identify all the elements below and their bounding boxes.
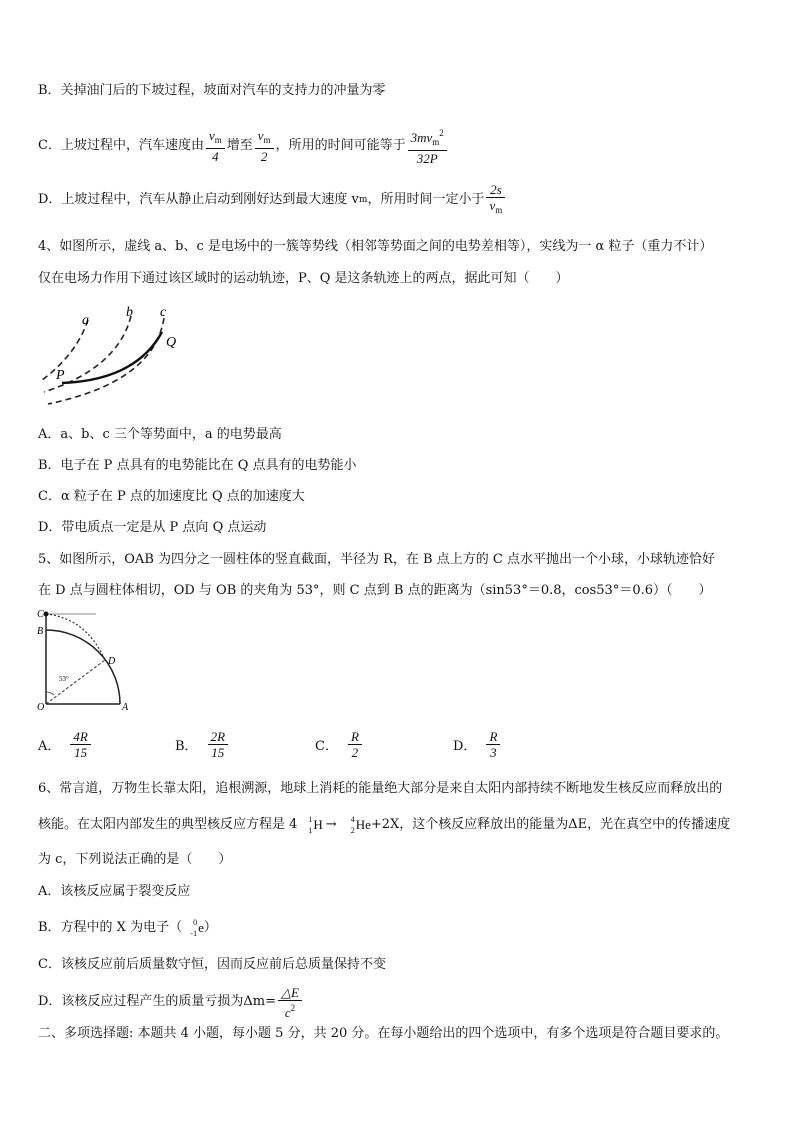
frac-num: v (257, 128, 264, 143)
q3-option-b (38, 81, 764, 101)
nuclide-charge: 2 (350, 826, 355, 835)
q3-option-d-sub: m (358, 195, 368, 205)
frac-den: 3 (490, 744, 497, 760)
nuclide-charge: -1 (190, 929, 198, 938)
nuclide-symbol: e (198, 920, 204, 935)
q6-option-b-text-2: ） (203, 920, 217, 935)
frac-num: 3mv (410, 130, 433, 145)
frac-num: 2s (486, 182, 505, 198)
option-fraction (486, 729, 500, 760)
option-label: B． (175, 738, 198, 754)
q6-option-d-fraction (278, 985, 302, 1020)
q4-equipotential-figure (36, 300, 196, 412)
equipotential-line-a (42, 320, 88, 380)
q6-stem-text-1: 6、常言道，万物生长靠太阳，追根溯源，地球上消耗的能量绝大部分是来自太阳内部持续不断地发生核反应而释放出的 (38, 781, 723, 796)
frac-den: c (284, 1004, 291, 1020)
q6-stem-line-3 (38, 850, 764, 870)
frac-den: 32P (416, 151, 438, 166)
q4-option-b-text: B．电子在 P 点具有的电势能比在 Q 点具有的电势能小 (38, 458, 357, 473)
q5-quarter-cylinder-figure (36, 604, 136, 714)
label-c: c (160, 305, 167, 320)
nuclide-mass: 0 (193, 918, 198, 927)
q4-option-d (38, 518, 764, 538)
q3-option-c-fraction-3 (408, 126, 447, 166)
frac-den-sub: m (495, 205, 503, 215)
nuclide-symbol: H (313, 817, 323, 832)
q6-option-a-text: A．该核反应属于裂变反应 (38, 884, 191, 899)
q5-stem-line-1 (38, 550, 764, 570)
label-p: P (56, 368, 65, 383)
q4-option-a (38, 425, 764, 445)
q6-stem-text-3: 为 c，下列说法正确的是（ ） (38, 852, 232, 867)
label-a: a (82, 313, 89, 328)
label-c: C (37, 609, 44, 620)
section-2-heading (38, 1024, 764, 1044)
q3-option-c-fraction-1 (206, 128, 225, 164)
q3-option-d-text-1: D．上坡过程中，汽车从静止启动到刚好达到最大速度 v (38, 192, 359, 207)
section-2-heading-text: 二、多项选择题: 本题共 4 小题，每小题 5 分，共 20 分。在每小题给出的四个选项中，有多个选项是符合题目要求的。 (38, 1026, 729, 1041)
q6-stem-line-1 (38, 779, 764, 799)
frac-num: 4R (70, 729, 90, 745)
option-label: D． (453, 738, 477, 754)
q3-option-d-fraction (486, 182, 505, 218)
q4-option-c-text: C．α 粒子在 P 点的加速度比 Q 点的加速度大 (38, 489, 305, 504)
label-q: Q (166, 335, 177, 350)
q3-option-c-fraction-2 (255, 128, 274, 164)
q6-option-d (38, 982, 764, 1022)
label-a: A (122, 702, 129, 713)
q4-stem-text-1: 4、如图所示，虚线 a、b、c 是电场中的一簇等势线（相邻等势面之间的电势差相等），实线为一 α 粒子（重力不计） (38, 239, 713, 254)
frac-num-sub: m (214, 135, 222, 145)
q3-option-d-text-2: ，所用时间一定小于 (367, 192, 485, 207)
q5-option-b (175, 722, 230, 766)
q5-stem-line-2 (38, 581, 764, 601)
nuclide-symbol: He (355, 817, 371, 832)
frac-num: △E (278, 985, 302, 1001)
q6-option-a (38, 882, 764, 902)
frac-den: 2 (260, 149, 268, 164)
frac-den: 15 (74, 744, 88, 760)
frac-num: v (208, 128, 215, 143)
q5-option-a (38, 722, 93, 766)
q5-stem-text-2: 在 D 点与圆柱体相切，OD 与 OB 的夹角为 53°，则 C 点到 B 点的距离为（sin53°＝0.8，cos53°＝0.6）（ ） (38, 583, 712, 598)
label-d: D (108, 656, 116, 667)
q6-stem-text-2b: +2X，这个核反应释放出的能量为ΔE，光在真空中的传播速度 (370, 817, 731, 832)
q3-option-c (38, 126, 764, 166)
option-label: C． (315, 738, 338, 754)
q4-option-d-text: D．带电质点一定是从 P 点向 Q 点运动 (38, 520, 267, 535)
q6-option-d-text: D．该核反应过程产生的质量亏损为Δm= (38, 994, 277, 1009)
line-od (46, 660, 105, 704)
q5-options (38, 722, 558, 766)
frac-num-sub: m (263, 135, 271, 145)
label-angle: 53° (59, 675, 69, 683)
nuclide-mass: 4 (350, 815, 355, 824)
q4-stem-line-1 (38, 237, 764, 257)
q3-option-c-text-2: 增至 (226, 138, 253, 153)
q5-stem-text-1: 5、如图所示，OAB 为四分之一圆柱体的竖直截面，半径为 R，在 B 点上方的 C 点水平抛出一个小球，小球轨迹恰好 (38, 552, 715, 567)
electron-nuclide (182, 918, 198, 938)
q4-option-b (38, 456, 764, 476)
frac-num-sub: m (432, 137, 440, 147)
frac-num: 2R (208, 729, 228, 745)
q6-option-b-text-1: B．方程中的 X 为电子（ (38, 920, 183, 935)
q3-option-c-text-1: C．上坡过程中，汽车速度由 (38, 138, 204, 153)
nuclide-mass: 1 (308, 815, 313, 824)
q4-stem-text-2: 仅在电场力作用下通过该区域时的运动轨迹，P、Q 是这条轨迹上的两点，据此可知（ ） (38, 271, 569, 286)
q3-option-b-text: B．关掉油门后的下坡过程，坡面对汽车的支持力的冲量为零 (38, 83, 386, 98)
option-fraction (348, 729, 362, 760)
frac-num: R (348, 729, 362, 745)
q6-option-c (38, 955, 764, 975)
angle-arc (46, 692, 54, 695)
frac-den: v (489, 198, 496, 213)
hydrogen-nuclide (297, 815, 313, 835)
helium-nuclide (340, 815, 356, 835)
nuclide-charge: 1 (308, 826, 313, 835)
frac-num: R (486, 729, 500, 745)
frac-num-sup: 2 (439, 128, 444, 138)
quarter-circle-arc (46, 630, 120, 704)
q3-option-c-text-3: ，所用的时间可能等于 (275, 138, 406, 153)
q6-option-c-text: C．该核反应前后质量数守恒，因而反应前后总质量保持不变 (38, 957, 386, 972)
q6-stem-line-2 (38, 814, 764, 836)
frac-den: 4 (212, 149, 219, 164)
equipotential-line-c (48, 318, 164, 404)
reaction-arrow: → (325, 817, 337, 832)
q4-stem-line-2 (38, 269, 764, 289)
q6-stem-text-2a: 核能。在太阳内部发生的典型核反应方程是 4 (38, 817, 298, 832)
q4-option-c (38, 487, 764, 507)
q3-option-d (38, 180, 764, 220)
option-label: A． (38, 738, 61, 754)
frac-den-sup: 2 (290, 1002, 296, 1013)
q5-option-d (453, 722, 502, 766)
frac-den: 15 (211, 744, 225, 760)
option-fraction (70, 729, 90, 760)
q4-option-a-text: A．a、b、c 三个等势面中，a 的电势最高 (38, 427, 282, 442)
option-fraction (208, 729, 228, 760)
frac-den: 2 (351, 744, 359, 760)
label-b: b (126, 305, 133, 320)
ball-trajectory (46, 614, 105, 660)
label-b: B (37, 626, 44, 637)
q5-option-c (315, 722, 364, 766)
particle-trajectory (62, 332, 162, 383)
q6-option-b (38, 917, 764, 939)
point-c (44, 612, 49, 617)
label-o: O (37, 702, 45, 713)
